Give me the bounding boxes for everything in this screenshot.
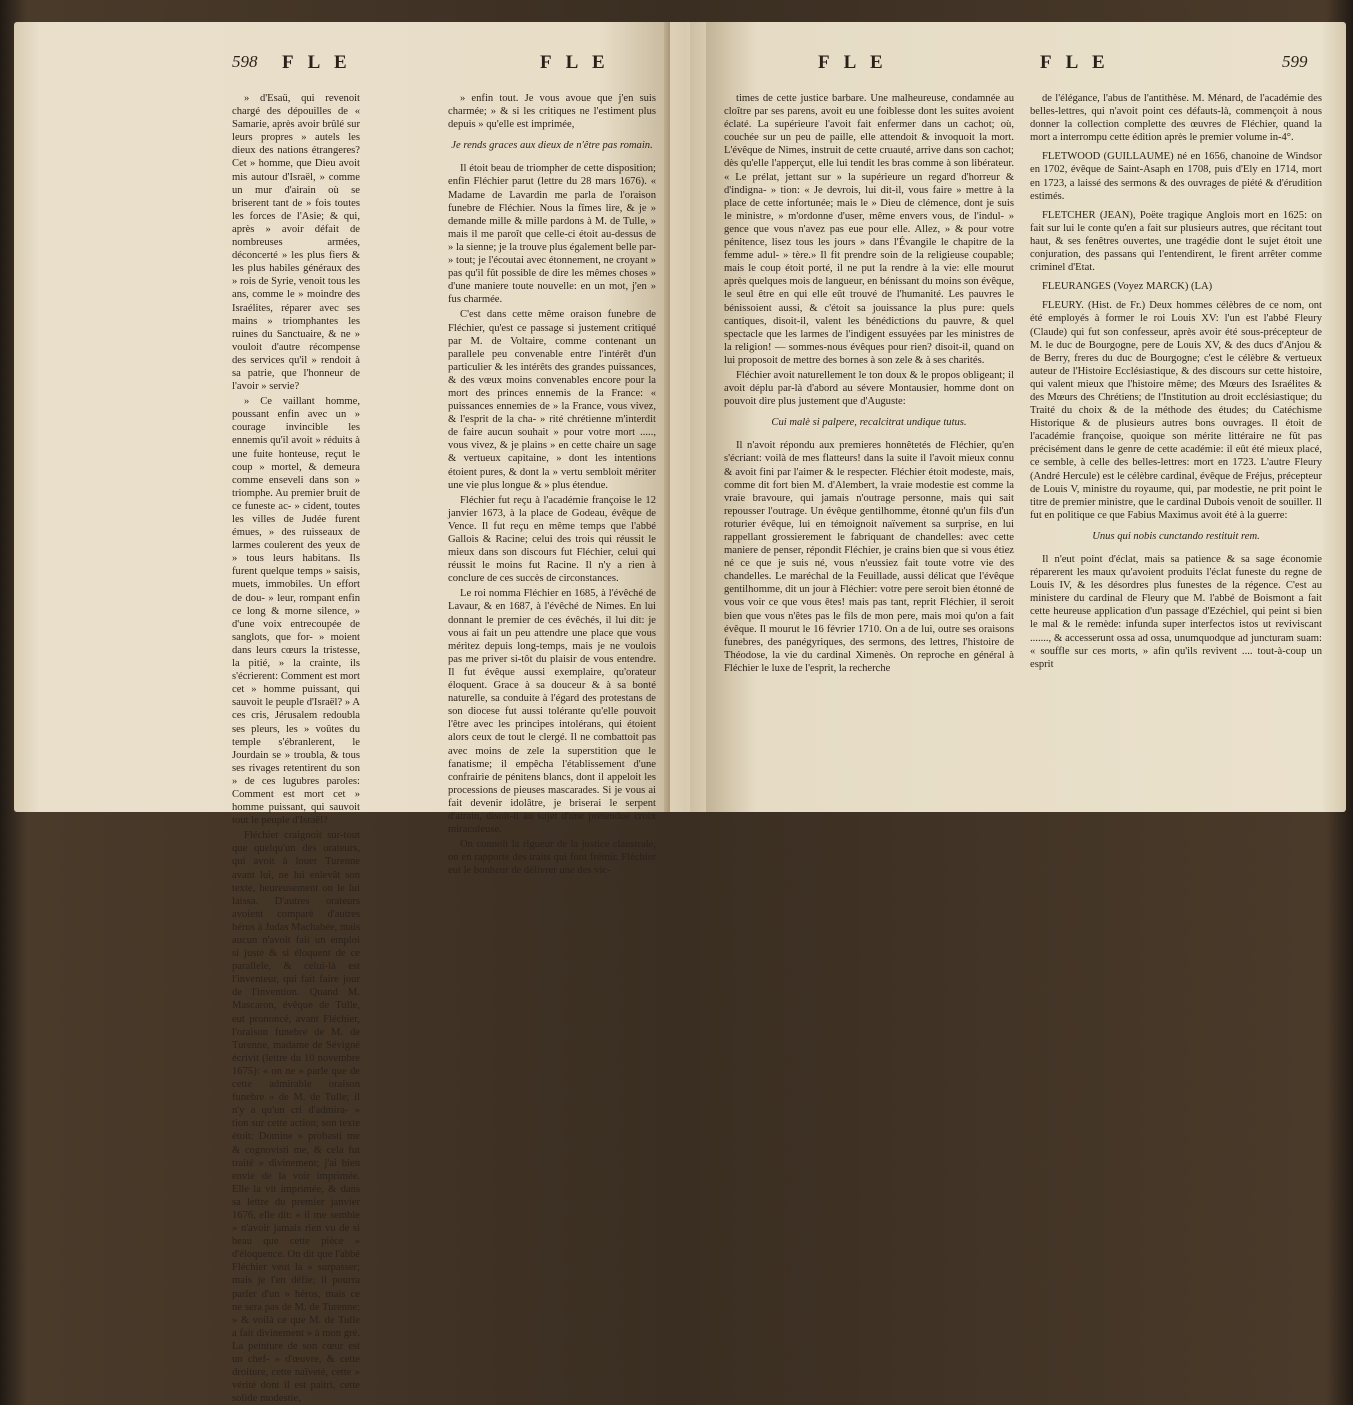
page-number: 598 [232, 52, 258, 71]
text-column [448, 92, 656, 877]
running-header: F L E [282, 52, 352, 73]
paragraph: times de cette justice barbare. Une malheureuse, condamnée au cloître par ses parens, avoit eu une foiblesse dont les suites avoient éclaté. La supérieure l'avoit fait enfermer dans un cachot; où, couchée sur un peu de paille, elle attendoit & invoquoit la mort. L'évêque de Nimes, instruit de cette cruauté, arrive dans son cachot; dès qu'elle l'apperçut, elle lui tendit les bras comme à son libérateur. « Le prélat, jettant sur » la supérieure un regard d'horreur & d'indigna- » tion: « Je devrois, lui dit-il, vous faire » mettre à la place de cette infortunée; mais le » Dieu de clémence, dont je suis le ministre, » m'ordonne d'user, même envers vous, de l'indul- » gence que vous n'avez pas eue pour elle. Allez, » & pour votre pénitence, lisez tous les jours » dans l'Évangile le chapitre de la femme adul- » tère.» Il fit prendre soin de la religieuse coupable; mais le coup étoit porté, il ne put la rendre à la vie: elle mourut après quelques mois de langueur, en bénissant du moins son évêque, le seul être en qui elle eût trouvé de l'humanité. Les pauvres le bénissoient aussi, & c'étoit sa jouissance la plus pure: quels cantiques, disoit-il, valent les bénédictions du pauvre, & quel spectacle que les larmes de l'indigent essuyées par les ministres de la religion! — sommes-nous évêques pour rien? disoit-il, quand on lui proposoit de mettre des bornes à son zele & à ses charités. [724, 93, 1014, 366]
paragraph: de l'élégance, l'abus de l'antithèse. M. Ménard, de l'académie des belles-lettres, qui n'avoit point ces défauts-là, commençoit à nous donner la collection complette des œuvres de Fléchier, quand la mort a interrompu cette édition après le premier volume in-4°. [1030, 93, 1322, 144]
page-number: 599 [1282, 52, 1308, 71]
paragraph: Fléchier craignoit sur-tout que quelqu'un des orateurs, qui avoit à louer Turenne avant lui, ne lui enlevât son texte, heureusement on le lui laissa. D'autres orateurs avoient comparé d'autres héros à Judas Machabée, mais aucun n'avoit fait un emploi si juste & si éloquent de ce parallele, & celui-là est l'inventeur, qui fait faire jour de l'invention. Quand M. Mascaron, évêque de Tulle, eut prononcé, avant Fléchier, l'oraison funebre de M. de Turenne, madame de Sévigné écrivit (lettre du 10 novembre 1675): « on ne » parle que de cette admirable oraison funebre » de M. de Tulle; il n'y a qu'un cri d'admira- » tion sur cette action; son texte étoit: Domine » probasti me & cognovisti me, & cela fut traité » divinement; j'ai bien envie de la voir imprimée. Elle la vit imprimée, & dans sa lettre du premier janvier 1676, elle dit: « il me semble » n'avoir jamais rien vu de si beau que cette pièce » d'éloquence. On dit que l'abbé Fléchier veut la » surpasser; mais je l'en défie; il pourra parler d'un » héros, mais ce ne sera pas de M. de Turenne; » & voilà ce que M. de Tulle a fait divinement » à mon gré. La peinture de son cœur est un chef- » d'œuvre, & cette droiture, cette naïveté, cette » vérité dont il est paitri, cette solide modestie, [232, 830, 360, 1405]
running-header: F L E [1040, 52, 1110, 73]
dictionary-entry: FLEURANGES (Voyez MARCK) (LA) [1042, 281, 1213, 293]
paragraph: Il n'eut point d'éclat, mais sa patience & sa sage économie réparerent les maux qu'avoient produits l'éclat funeste du regne de Louis IV, & les désordres plus funestes de la régence. C'est au ministere du cardinal de Fleury que M. l'abbé de Boismont a fait cette heureuse application d'un passage d'Ezéchiel, qui peint si bien le mal & le remède: infunda super interfectos istos ut reviviscant ......., & accesserunt ossa ad ossa, unumquodque ad juncturam suam: « souffle sur ces morts, » afin qu'ils revivent .... tout-à-coup un esprit [1030, 554, 1322, 670]
paragraph: » Ce vaillant homme, poussant enfin avec un » courage invincible les ennemis qu'il avoit » réduits à une fuite honteuse, reçut le coup » mortel, & demeura comme enseveli dans son » triomphe. Au premier bruit de ce funeste ac- » cident, toutes les villes de Judée furent émues, » des ruisseaux de larmes coulerent des yeux de » tous leurs habitans. Ils furent quelque temps » saisis, muets, immobiles. Un effort de dou- » leur, rompant enfin ce long & morne silence, » d'une voix entrecoupée de sanglots, que for- » moient dans leurs cœurs la tristesse, la pitié, » la crainte, ils s'écrierent: Comment est mort cet » homme puissant, qui sauvoit le peuple d'Israël? » A ces cris, Jérusalem redoubla ses pleurs, les » voûtes du temple s'ébranlerent, le Jourdain se » troubla, & tous ses rivages retentirent du son » de ces lugubres paroles: Comment est mort cet » homme puissant, qui sauvoit tout le peuple d'Israël? [232, 396, 360, 827]
paragraph: Fléchier fut reçu à l'académie françoise le 12 janvier 1673, à la place de Godeau, évêque de Vence. Il fut reçu en même temps que l'abbé Gallois & Racine; celui des trois qui réussit le mieux dans son discours fut Fléchier, celui qui réussit le moins fut Racine. Il n'y a rien à conclure de ces succès de circonstances. [448, 494, 656, 585]
paragraph: Il étoit beau de triompher de cette disposition; enfin Fléchier parut (lettre du 28 mars 1676). « Madame de Lavardin me parla de l'oraison funebre de Fléchier. Nous la fîmes lire, & je » demande mille & mille pardons à M. de Tulle, » mais il me paroît que celle-ci étoit au-dessus de » la sienne; je la trouve plus également belle par- » tout; je l'écoutai avec étonnement, ne croyant » pas qu'il fût possible de dire les mêmes choses » d'une maniere toute nouvelle: en un mot, j'en » fus charmée. [448, 163, 656, 306]
running-header: F L E [818, 52, 888, 73]
running-header: F L E [540, 52, 610, 73]
paragraph: » enfin tout. Je vous avoue que j'en suis charmée; » & si les critiques ne l'estiment plus depuis » qu'elle est imprimée, [448, 93, 656, 131]
text-column [724, 92, 1014, 792]
paragraph: Fléchier avoit naturellement le ton doux & le propos obligeant; il avoit déplu par-là d'abord au sévere Montausier, homme dont on pouvoit dire plus justement que d'Auguste: [724, 369, 1014, 408]
dictionary-entry: FLEURY. (Hist. de Fr.) Deux hommes célèbres de ce nom, ont été employés à former le roi Louis XV: l'un est l'abbé Fleury (Claude) qui fut son confesseur, après avoir été sous-précepteur de M. le duc de Bourgogne, pere de Louis XV, & des ducs d'Anjou & de Berry, freres du duc de Bourgogne; c'est le célèbre & vertueux auteur de l'Histoire Ecclésiastique, & des discours sur cette histoire, qui valent mieux que l'histoire même; des Mœurs des Israélites & des Mœurs des Chrétiens; de l'Institution au droit ecclésiastique; du Traité du choix & de la méthode des études; du Catéchisme Historique & de plusieurs autres bons ouvrages. Il étoit de l'académie françoise, quoique son mérite littéraire ne fût pas précisément dans le genre de cette académie: il eût été mieux placé, ce semble, à celle des belles-lettres: mort en 1723. L'autre Fleury (André Hercule) est le célèbre cardinal, évêque de Fréjus, précepteur de Louis V, ministre du royaume, qui, par modestie, ne prit point le titre de premier ministre, que le cardinal Dubois venoit de souiller. Il fut en politique ce que Fabius Maximus avoit été à la guerre: [1030, 300, 1322, 521]
dictionary-entry: FLETCHER (JEAN), Poëte tragique Anglois mort en 1625: on fait sur lui le conte qu'en a fait sur plusieurs autres, que récitant tout haut, & ses fenêtres ouvertes, une tragédie dont le sujet étoit une conjuration, des passans qui l'entendirent, le firent arrêter comme criminel d'Etat. [1030, 209, 1322, 274]
quotation: Je rends graces aux dieux de n'être pas romain. [451, 140, 653, 152]
paragraph: On connoît la rigueur de la justice claustrale, on en rapporte des traits qui font frémir. Fléchier eut le bonheur de délivrer une des vic- [448, 839, 656, 877]
dictionary-entry: FLETWOOD (GUILLAUME) né en 1656, chanoine de Windsor en 1702, évêque de Saint-Asaph en 1708, puis d'Ely en 1714, mort en 1723, a laissé des sermons & des ouvrages de piété & d'érudition estimés. [1030, 151, 1322, 202]
paragraph: C'est dans cette même oraison funebre de Fléchier, qu'est ce passage si justement critiqué par M. de Voltaire, comme contenant un parallele peu convenable entre l'intérêt d'un particulier & les intérêts des grandes puissances, & des vœux moins convenables encore pour la mort des princes ennemis de la France: « puissances ennemies de » la France, vous vivez, & l'esprit de la cha- » rité chrétienne m'interdit de faire aucun souhait » pour votre mort ....., vous vivez, & je plains » en cette chaire un sage & vertueux capitaine, » dont les intentions étoient pures, & dont la » vertu sembloit mériter une vie plus longue & » plus étendue. [448, 309, 656, 491]
paragraph: Il n'avoit répondu aux premieres honnêtetés de Fléchier, qu'en s'écriant: voilà de mes flatteurs! dans la suite il l'avoit mieux connu & avoit fini par l'aimer & le respecter. Fléchier étoit modeste, mais, comme dit fort bien M. d'Alembert, la vraie modestie est comme la vraie bravoure, qui jamais n'outrage personne, mais qui sait repousser l'outrage. Un évêque gentilhomme, étonné qu'un fils d'un roturier évêque, lui en témoignoit naïvement sa surprise, en lui rappellant grossierement le fabriquant de chandelles: avec cette maniere de penser, répondit Fléchier, je crains bien que si vous étiez né ce que je suis né, vous n'eussiez fait toute votre vie des chandelles. Le maréchal de la Feuillade, aussi délicat que l'évêque gentilhomme, dit un jour à Fléchier: votre pere seroit bien étonné de vous voir ce que vous êtes! mais pas tant, reprit Fléchier, il seroit bien que vous n'êtes pas le fils de mon pere, mais moi qu'on a fait évêque. Il mourut le 16 février 1710. On a de lui, outre ses oraisons funebres, des panégyriques, des sermons, des lettres, l'histoire de Théodose, la vie du cardinal Ximenès. On reproche en général à Fléchier le luxe de l'esprit, la recherche [724, 440, 1014, 674]
quotation: Unus qui nobis cunctando restituit rem. [1092, 530, 1260, 542]
quotation: Cui malè si palpere, recalcitrat undique tutus. [771, 417, 967, 429]
paragraph: » d'Esaü, qui revenoit chargé des dépouilles de « Samarie, après avoir brûlé sur leurs propres » autels les dieux des nations étrangeres? Cet » homme, que Dieu avoit mis autour d'Israël, » comme un mur d'airain où se briserent tant de » fois toutes les forces de l'Asie; & qui, après » avoir défait de nombreuses armées, déconcerté » les plus fiers & les plus habiles généraux des » rois de Syrie, venoit tous les ans, comme le » moindre des Israélites, réparer avec ses mains » triomphantes les ruines du Sanctuaire, & ne » vouloit d'autre récompense des services qu'il » rendoit à sa patrie, que l'honneur de l'avoir » servie? [232, 93, 360, 393]
text-column [1030, 92, 1322, 792]
text-column [232, 92, 360, 1405]
paragraph: Le roi nomma Fléchier en 1685, à l'évêché de Lavaur, & en 1687, à l'évêché de Nimes. En lui donnant le premier de ces évêchés, il lui dit: je vous ai fait un peu attendre une place que vous méritez depuis long-temps, mais je ne voulois pas me priver si-tôt du plaisir de vous entendre. Il fut évêque aussi exemplaire, qu'orateur éloquent. Grace à sa douceur & à sa bonté naturelle, sa conduite à l'égard des protestans de son diocese fut aussi tolérante qu'elle pouvoit l'être avec les principes intolérans, qui étoient alors ceux de tout le clergé. Il ne combattoit pas avec moins de zele la superstition que le fanatisme; il empêcha l'établissement d'une confrairie de pénitens blancs, dont il appeloit les processions de pieuses mascarades. Si je vous ai fait devenir idolâtre, je briserai le serpent d'airain, disoit-il au sujet d'une prétendue croix miraculeuse. [448, 588, 656, 836]
